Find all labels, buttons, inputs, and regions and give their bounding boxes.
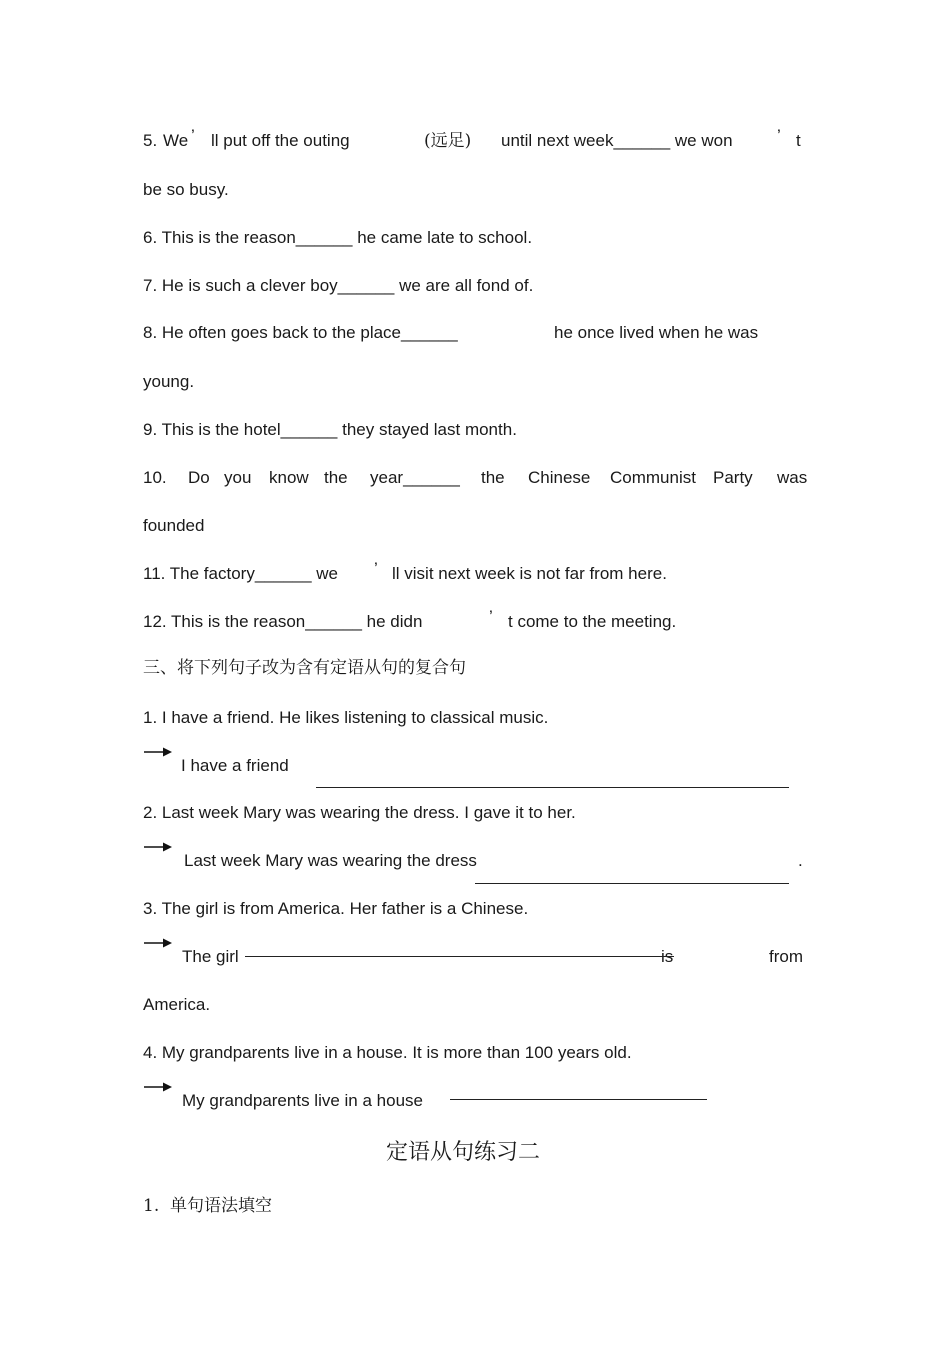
q5-apostrophe-1: ’: [191, 126, 195, 145]
q5-apostrophe-2: ’: [777, 126, 781, 145]
ex3-q3-continuation: America.: [143, 995, 211, 1014]
q10-word: Party: [713, 468, 753, 487]
ex3-q3-question: 3. The girl is from America. Her father is a Chinese.: [143, 899, 529, 918]
q8-part-a: 8. He often goes back to the place______: [143, 323, 458, 342]
q10-word: the: [481, 468, 505, 487]
right-arrow-icon: [143, 1081, 173, 1093]
q10-word: 10.: [143, 468, 167, 487]
q10-word: Do: [188, 468, 210, 487]
ex3-q4-answer-line[interactable]: [450, 1099, 707, 1100]
q5-number: 5.: [143, 131, 158, 150]
q10-continuation: founded: [143, 516, 205, 535]
ex3-q1-answer-prefix: I have a friend: [181, 756, 289, 775]
q12-part-b: t come to the meeting.: [508, 612, 677, 631]
q8-continuation: young.: [143, 372, 195, 391]
q10-word: was: [777, 468, 808, 487]
ex3-q2-question: 2. Last week Mary was wearing the dress. I gave it to her.: [143, 803, 576, 822]
q7-text: 7. He is such a clever boy______ we are all fond of.: [143, 276, 534, 295]
q9-text: 9. This is the hotel______ they stayed last month.: [143, 420, 517, 439]
q8-part-b: he once lived when he was: [554, 323, 759, 342]
exercise-3-heading: 三、将下列句子改为含有定语从句的复合句: [143, 658, 466, 678]
ex3-q4-answer-prefix: My grandparents live in a house: [182, 1091, 423, 1110]
q11-part-b: ll visit next week is not far from here.: [392, 564, 667, 583]
q5-note: (远足): [424, 131, 472, 151]
q5-part-d: t: [796, 131, 801, 150]
ex3-q1-question: 1. I have a friend. He likes listening to classical music.: [143, 708, 549, 727]
right-arrow-icon: [143, 841, 173, 853]
q10-word: year______: [370, 468, 460, 487]
right-arrow-icon: [143, 746, 173, 758]
q10-word: Communist: [610, 468, 696, 487]
q10-word: the: [324, 468, 348, 487]
q12-apostrophe: ’: [489, 607, 493, 626]
ex3-q3-answer-line[interactable]: [245, 956, 674, 957]
q5-part-a: We: [163, 131, 189, 150]
ex3-q2-answer-prefix: Last week Mary was wearing the dress: [184, 851, 477, 870]
q12-part-a: 12. This is the reason______ he didn: [143, 612, 423, 631]
ex3-q3-answer-middle: is: [661, 947, 674, 966]
q6-text: 6. This is the reason______ he came late to school.: [143, 228, 533, 247]
ex3-q3-answer-prefix: The girl: [182, 947, 239, 966]
q11-apostrophe: ’: [374, 559, 378, 578]
section-title: 定语从句练习二: [386, 1140, 541, 1165]
ex3-q1-answer-line[interactable]: [316, 787, 789, 788]
ex3-q2-answer-line[interactable]: [475, 883, 789, 884]
q5-continuation: be so busy.: [143, 180, 229, 199]
subsection-heading: 1. 单句语法填空: [143, 1196, 273, 1216]
q5-part-c: until next week______ we won: [501, 131, 733, 150]
q10-word: you: [224, 468, 252, 487]
right-arrow-icon: [143, 937, 173, 949]
q10-word: know: [269, 468, 309, 487]
q5-part-b: ll put off the outing: [211, 131, 350, 150]
q11-part-a: 11. The factory______ we: [143, 564, 339, 583]
ex3-q2-answer-suffix: .: [798, 851, 803, 870]
ex3-q4-question: 4. My grandparents live in a house. It is more than 100 years old.: [143, 1043, 632, 1062]
q10-word: Chinese: [528, 468, 591, 487]
ex3-q3-answer-end: from: [769, 947, 803, 966]
